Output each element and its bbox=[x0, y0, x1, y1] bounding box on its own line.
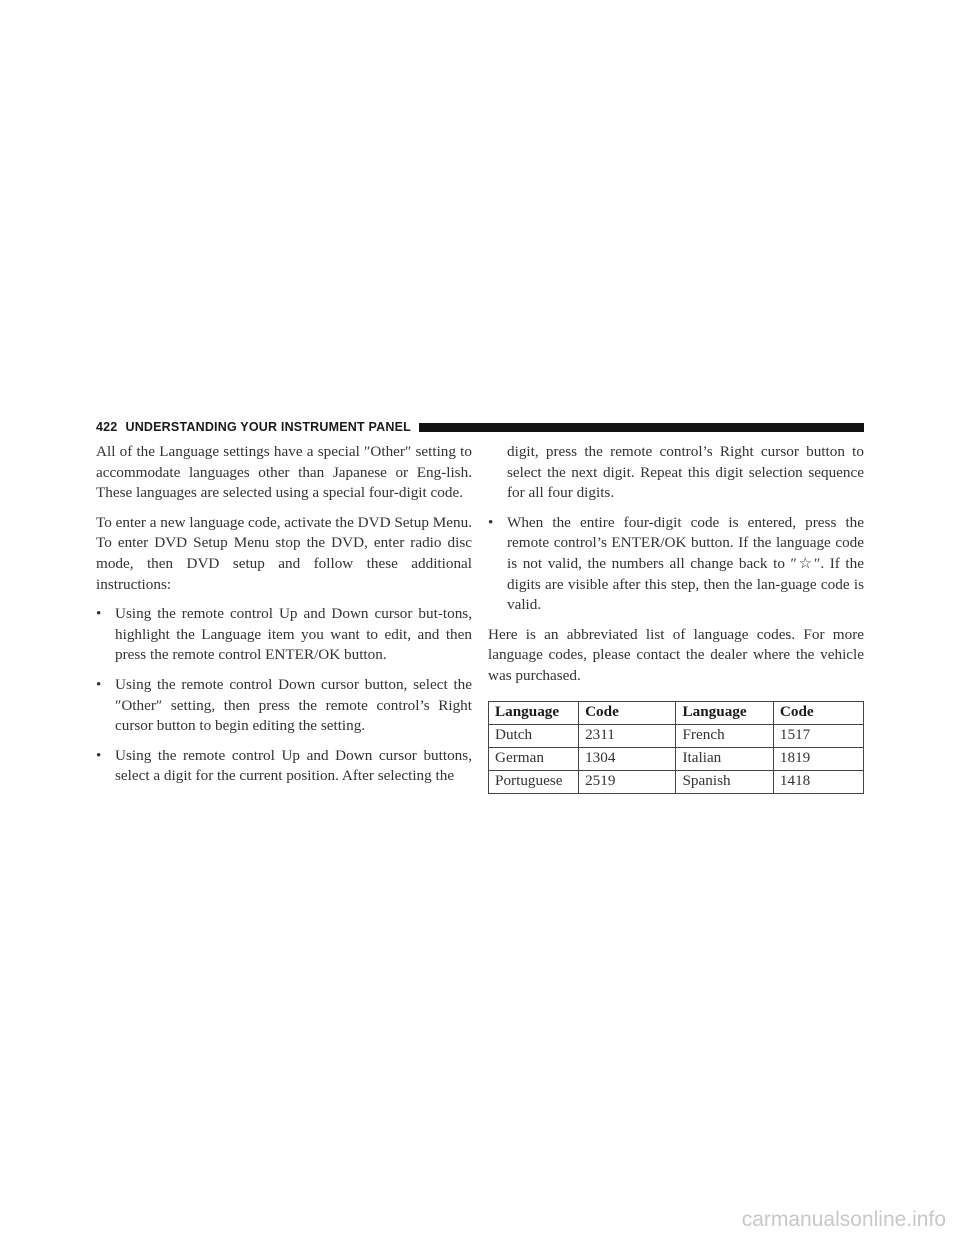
header-text bbox=[96, 420, 419, 434]
bullet-text: When the entire four-digit code is entered, press the remote control’s ENTER/OK button. If the language code is not valid, the numbers all change back to ″☆″. If the digits are visible after this step, then the lan-guage code is valid. bbox=[507, 513, 864, 614]
table-cell: 1418 bbox=[773, 770, 863, 793]
table-cell: Portuguese bbox=[489, 770, 579, 793]
bullet-item bbox=[96, 746, 472, 787]
column-header: Language bbox=[489, 701, 579, 724]
table-cell: 1517 bbox=[773, 724, 863, 747]
bullet-item bbox=[96, 675, 472, 737]
table-cell: 1819 bbox=[773, 747, 863, 770]
left-column bbox=[96, 442, 472, 796]
header-rule bbox=[419, 423, 864, 432]
bullet-text: Using the remote control Down cursor button, select the ″Other″ setting, then press the remote control’s Right cursor button to begin editing the setting. bbox=[115, 675, 472, 735]
table-cell: German bbox=[489, 747, 579, 770]
page-header bbox=[96, 419, 864, 435]
table-header-row bbox=[489, 701, 864, 724]
table-row bbox=[489, 747, 864, 770]
bullet-item bbox=[96, 604, 472, 666]
bullet-dot: • bbox=[488, 513, 494, 531]
bullet-item bbox=[488, 513, 864, 616]
bullet-text: Using the remote control Up and Down cursor but-tons, highlight the Language item you want to edit, and then press the remote control ENTER/OK button. bbox=[115, 605, 472, 664]
instructions-paragraph: To enter a new language code, activate the DVD Setup Menu. To enter DVD Setup Menu stop the DVD, enter radio disc mode, then DVD setup and follow these additional instructions: bbox=[96, 513, 472, 593]
column-header: Language bbox=[676, 701, 773, 724]
table-cell: Spanish bbox=[676, 770, 773, 793]
column-header: Code bbox=[579, 701, 676, 724]
column-header: Code bbox=[773, 701, 863, 724]
bullet-dot: • bbox=[96, 605, 102, 623]
table-cell: Italian bbox=[676, 747, 773, 770]
right-column bbox=[488, 442, 864, 794]
bullet-continuation: digit, press the remote control’s Right cursor button to select the next digit. Repeat this digit selection sequence for all four digits. bbox=[507, 443, 864, 502]
table-row bbox=[489, 770, 864, 793]
intro-paragraph: All of the Language settings have a special ″Other″ setting to accommodate languages other than Japanese or Eng-lish. These languages are selected using a special four-digit code. bbox=[96, 443, 472, 502]
section-title: UNDERSTANDING YOUR INSTRUMENT PANEL bbox=[125, 420, 411, 434]
bullet-dot: • bbox=[96, 675, 102, 693]
table-cell: French bbox=[676, 724, 773, 747]
codes-intro-paragraph: Here is an abbreviated list of language codes. For more language codes, please contact the dealer where the vehicle was purchased. bbox=[488, 625, 864, 684]
table-cell: Dutch bbox=[489, 724, 579, 747]
table-cell: 2519 bbox=[579, 770, 676, 793]
bullet-text: Using the remote control Up and Down cursor buttons, select a digit for the current position. After selecting the bbox=[115, 746, 472, 785]
language-codes-table bbox=[488, 701, 864, 794]
page-number: 422 bbox=[96, 420, 118, 434]
table-cell: 1304 bbox=[579, 747, 676, 770]
bullet-dot: • bbox=[96, 746, 102, 764]
table-row bbox=[489, 724, 864, 747]
table-cell: 2311 bbox=[579, 724, 676, 747]
watermark: carmanualsonline.info bbox=[741, 1208, 946, 1231]
